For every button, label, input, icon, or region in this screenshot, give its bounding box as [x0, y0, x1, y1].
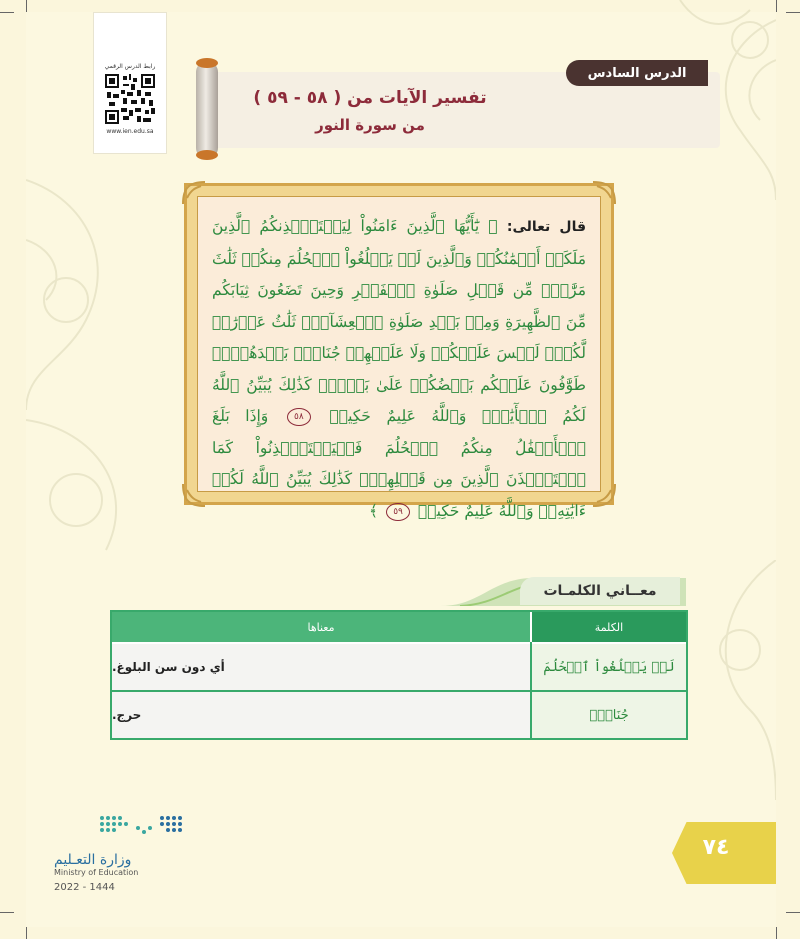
- row-divider: [112, 690, 686, 692]
- crop-mark: [786, 912, 800, 913]
- lesson-title: تفسير الآيات من ( ٥٨ - ٥٩ ): [253, 88, 487, 108]
- cell-meaning: حرج.: [112, 692, 530, 738]
- ministry-name-en: Ministry of Education: [54, 868, 139, 877]
- crop-mark: [776, 0, 777, 12]
- col-header-word: الكلمة: [532, 612, 686, 642]
- frame-corner-ornament: [589, 480, 619, 510]
- verse-intro: قال تعالى:: [506, 219, 586, 235]
- col-header-meaning: معناها: [112, 612, 530, 642]
- crop-mark: [26, 0, 27, 12]
- table-row: [112, 692, 686, 738]
- verse-frame-inner: [197, 196, 601, 520]
- page-number: ٧٤: [702, 835, 730, 860]
- qr-label: رابط الدرس الرقمي: [104, 63, 156, 70]
- table-row: [112, 644, 686, 690]
- cell-word: جُنَاحُۢ: [532, 692, 686, 738]
- ministry-name-ar: وزارة التعـليم: [54, 852, 132, 868]
- ayah-number-58: ٥٨: [287, 408, 311, 426]
- ayah-number-59: ٥٩: [386, 503, 410, 521]
- quran-verse: [212, 211, 586, 520]
- arabesque-ornament-left: [26, 120, 196, 580]
- ministry-logo-icon: [98, 812, 188, 842]
- verse-open-brace: ﴿: [488, 217, 498, 235]
- verse-text-59: وَإِذَا بَلَغَ ٱلۡأَطۡفَٰلُ مِنكُمُ ٱلۡحُلُمَ فَلۡيَسۡتَـٔۡذِنُواْ كَمَا ٱسۡتَـٔۡذَنَ ٱلَّذِينَ مِن قَبۡلِهِمۡۚ كَذَٰلِكَ يُبَيِّنُ ٱللَّهُ لَكُمۡ ءَايَٰتِهِۦۗ وَٱللَّهُ عَلِيمٌ حَكِيمٞ: [212, 407, 586, 520]
- frame-corner-ornament: [179, 480, 209, 510]
- frame-corner-ornament: [589, 178, 619, 208]
- verse-text-58: يَٰٓأَيُّهَا ٱلَّذِينَ ءَامَنُواْ لِيَسۡتَـٔۡذِنكُمُ ٱلَّذِينَ مَلَكَتۡ أَيۡمَٰنُكُمۡ وَٱلَّذِينَ لَمۡ يَبۡلُغُواْ ٱلۡحُلُمَ مِنكُمۡ ثَلَٰثَ مَرَّٰتٖۚ مِّن قَبۡلِ صَلَوٰةِ ٱلۡفَجۡرِ وَحِينَ تَضَعُونَ ثِيَابَكُم مِّنَ ٱلظَّهِيرَةِ وَمِنۢ بَعۡدِ صَلَوٰةِ ٱلۡعِشَآءِۚ ثَلَٰثُ عَوۡرَٰتٖ لَّكُمۡۚ لَيۡسَ عَلَيۡكُمۡ وَلَا عَلَيۡهِمۡ جُنَاحُۢ بَعۡدَهُنَّۚ طَوَّٰفُونَ عَلَيۡكُم بَعۡضُكُمۡ عَلَىٰ بَعۡضٖۚ كَذَٰلِكَ يُبَيِّنُ ٱللَّهُ لَكُمُ ٱلۡأٓيَٰتِۗ وَٱللَّهُ عَلِيمٌ حَكِيمٞ: [212, 217, 586, 425]
- scroll-roll: [196, 62, 218, 158]
- lesson-subtitle: من سورة النور: [315, 116, 425, 134]
- crop-mark: [26, 927, 27, 939]
- verse-close-brace: ﴾: [369, 501, 379, 520]
- frame-corner-ornament: [179, 178, 209, 208]
- academic-year: 2022 - 1444: [54, 882, 115, 893]
- vocab-table: [110, 610, 688, 740]
- crop-mark: [0, 912, 14, 913]
- scroll-cap-bottom: [196, 150, 218, 160]
- qr-code-icon[interactable]: [105, 74, 155, 124]
- crop-mark: [776, 927, 777, 939]
- cell-word: لَمۡ يَبۡلُغُواْ ٱلۡحُلُمَ: [532, 644, 686, 690]
- lesson-tab: الدرس السادس: [566, 60, 708, 86]
- cell-meaning: أي دون سن البلوغ.: [112, 644, 530, 690]
- qr-code-card[interactable]: [93, 12, 167, 154]
- verse-frame: [184, 183, 614, 520]
- crop-mark: [0, 12, 14, 13]
- col-divider: [530, 642, 532, 738]
- crop-mark: [786, 12, 800, 13]
- qr-url[interactable]: www.ien.edu.sa: [106, 128, 154, 135]
- vocab-heading: معــاني الكلمـات: [520, 577, 680, 605]
- scroll-cap-top: [196, 58, 218, 68]
